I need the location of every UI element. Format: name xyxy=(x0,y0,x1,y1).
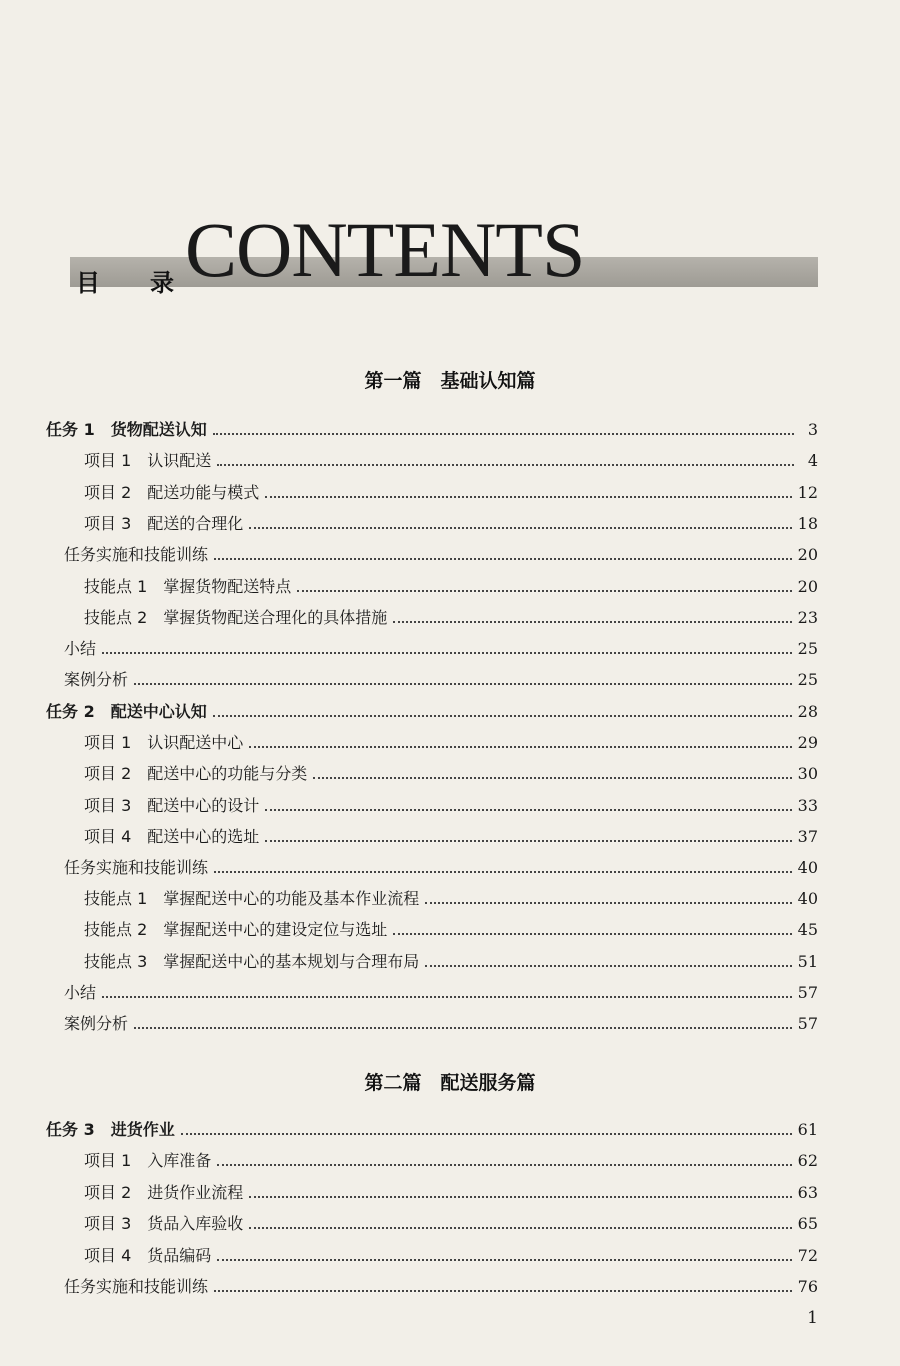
toc-entry xyxy=(46,1118,818,1142)
toc-entry-page: 33 xyxy=(797,795,818,815)
toc-leader-dots xyxy=(214,558,792,560)
toc-leader-dots xyxy=(425,902,791,904)
toc-leader-dots xyxy=(214,871,792,873)
toc-entry xyxy=(64,856,818,880)
toc-entry-label: 技能点 2 掌握配送中心的建设定位与选址 xyxy=(84,920,388,940)
toc-entry xyxy=(84,825,818,849)
toc-leader-dots xyxy=(217,1259,791,1261)
toc-header xyxy=(70,205,830,295)
toc-entry-label: 项目 1 认识配送中心 xyxy=(84,733,244,753)
toc-entry xyxy=(84,481,818,505)
toc-leader-dots xyxy=(393,621,791,623)
toc-entry xyxy=(84,1212,818,1236)
toc-entry-label: 技能点 2 掌握货物配送合理化的具体措施 xyxy=(84,607,388,627)
toc-leader-dots xyxy=(102,996,792,998)
toc-entry-label: 任务实施和技能训练 xyxy=(64,545,209,565)
toc-entry-page: 63 xyxy=(797,1182,818,1202)
toc-entry-page: 40 xyxy=(797,889,818,909)
toc-entry-page: 18 xyxy=(797,513,818,533)
toc-entry xyxy=(64,1275,818,1299)
toc-entry-page: 45 xyxy=(797,920,818,940)
part-title-2: 第二篇 配送服务篇 xyxy=(364,1072,536,1094)
toc-leader-dots xyxy=(217,1164,791,1166)
toc-leader-dots xyxy=(249,527,791,529)
toc-leader-dots xyxy=(134,683,792,685)
toc-entry-page: 57 xyxy=(797,982,818,1002)
toc-leader-dots xyxy=(297,590,791,592)
toc-entry-page: 20 xyxy=(797,576,818,596)
toc-entry xyxy=(64,637,818,661)
toc-entry xyxy=(84,731,818,755)
toc-entry xyxy=(46,700,818,724)
toc-entry xyxy=(84,575,818,599)
toc-entry-label: 任务实施和技能训练 xyxy=(64,858,209,877)
toc-entry-page: 12 xyxy=(797,482,818,502)
toc-entry xyxy=(84,1149,818,1173)
toc-entry-page: 28 xyxy=(797,702,818,721)
toc-entry xyxy=(84,512,818,536)
toc-entry xyxy=(64,981,818,1005)
page-number: 1 xyxy=(807,1308,818,1328)
toc-entry-label: 项目 1 认识配送 xyxy=(84,451,212,471)
toc-entry-label: 项目 4 配送中心的选址 xyxy=(84,826,260,846)
toc-leader-dots xyxy=(213,433,794,435)
toc-entry-label: 技能点 3 掌握配送中心的基本规划与合理布局 xyxy=(84,951,420,971)
toc-entry xyxy=(64,1012,818,1036)
toc-entry-page: 30 xyxy=(797,764,818,784)
toc-leader-dots xyxy=(393,933,791,935)
toc-entry-page: 29 xyxy=(797,733,818,753)
toc-leader-dots xyxy=(425,965,791,967)
toc-leader-dots xyxy=(265,840,791,842)
toc-entry-page: 4 xyxy=(807,451,818,471)
toc-entry-page: 51 xyxy=(797,951,818,971)
toc-entry-page: 65 xyxy=(797,1214,818,1234)
toc-entry-page: 72 xyxy=(797,1245,818,1265)
toc-entry xyxy=(84,606,818,630)
part-title-1: 第一篇 基础认知篇 xyxy=(364,370,536,392)
toc-entry-page: 37 xyxy=(797,826,818,846)
toc-entry-label: 小结 xyxy=(64,639,97,659)
mulu-char-1: 目 xyxy=(76,269,100,297)
toc-leader-dots xyxy=(181,1133,792,1135)
toc-entry-label: 项目 2 配送功能与模式 xyxy=(84,482,260,502)
toc-entry xyxy=(84,794,818,818)
toc-entry xyxy=(84,887,818,911)
toc-leader-dots xyxy=(249,1196,791,1198)
toc-entry-label: 任务 3 进货作业 xyxy=(46,1120,175,1139)
toc-entry-label: 小结 xyxy=(64,982,97,1002)
toc-entry-label: 项目 3 配送的合理化 xyxy=(84,513,244,533)
toc-entry-page: 40 xyxy=(797,858,818,877)
toc-entry xyxy=(46,418,818,442)
toc-leader-dots xyxy=(102,652,792,654)
toc-entry-label: 案例分析 xyxy=(64,670,129,690)
toc-entry-page: 25 xyxy=(797,670,818,690)
toc-leader-dots xyxy=(313,777,791,779)
toc-leader-dots xyxy=(214,1290,792,1292)
mulu-char-2: 录 xyxy=(150,269,174,297)
toc-entry xyxy=(84,762,818,786)
toc-entry-label: 项目 3 货品入库验收 xyxy=(84,1214,244,1234)
toc-entry-label: 案例分析 xyxy=(64,1014,129,1033)
toc-entry-page: 76 xyxy=(797,1277,818,1296)
toc-entry xyxy=(84,1181,818,1205)
toc-entry-label: 项目 1 入库准备 xyxy=(84,1151,212,1171)
toc-entry xyxy=(84,950,818,974)
contents-title: CONTENTS xyxy=(185,206,585,293)
toc-entry-label: 技能点 1 掌握配送中心的功能及基本作业流程 xyxy=(84,889,420,909)
toc-leader-dots xyxy=(134,1027,792,1029)
toc-entry-label: 项目 4 货品编码 xyxy=(84,1245,212,1265)
toc-entry-label: 技能点 1 掌握货物配送特点 xyxy=(84,576,292,596)
toc-entry-label: 任务 1 货物配送认知 xyxy=(46,420,207,439)
toc-entry-page: 62 xyxy=(797,1151,818,1171)
toc-entry xyxy=(84,449,818,473)
toc-entry xyxy=(64,543,818,567)
toc-entry-page: 25 xyxy=(797,639,818,659)
toc-entry-label: 项目 2 配送中心的功能与分类 xyxy=(84,764,308,784)
toc-entry xyxy=(64,668,818,692)
toc-entry-page: 23 xyxy=(797,607,818,627)
toc-entry-page: 20 xyxy=(797,545,818,565)
toc-entry xyxy=(84,1244,818,1268)
toc-leader-dots xyxy=(265,496,791,498)
toc-leader-dots xyxy=(249,746,791,748)
toc-entry-page: 57 xyxy=(797,1014,818,1033)
toc-entry-page: 3 xyxy=(807,420,818,439)
toc-leader-dots xyxy=(249,1227,791,1229)
toc-leader-dots xyxy=(217,464,794,466)
toc-entry-label: 任务实施和技能训练 xyxy=(64,1277,209,1296)
toc-entry-label: 项目 3 配送中心的设计 xyxy=(84,795,260,815)
toc-entry xyxy=(84,918,818,942)
toc-entry-label: 任务 2 配送中心认知 xyxy=(46,702,207,721)
toc-entry-page: 61 xyxy=(797,1120,818,1139)
toc-leader-dots xyxy=(213,715,792,717)
toc-entry-label: 项目 2 进货作业流程 xyxy=(84,1182,244,1202)
toc-leader-dots xyxy=(265,809,791,811)
